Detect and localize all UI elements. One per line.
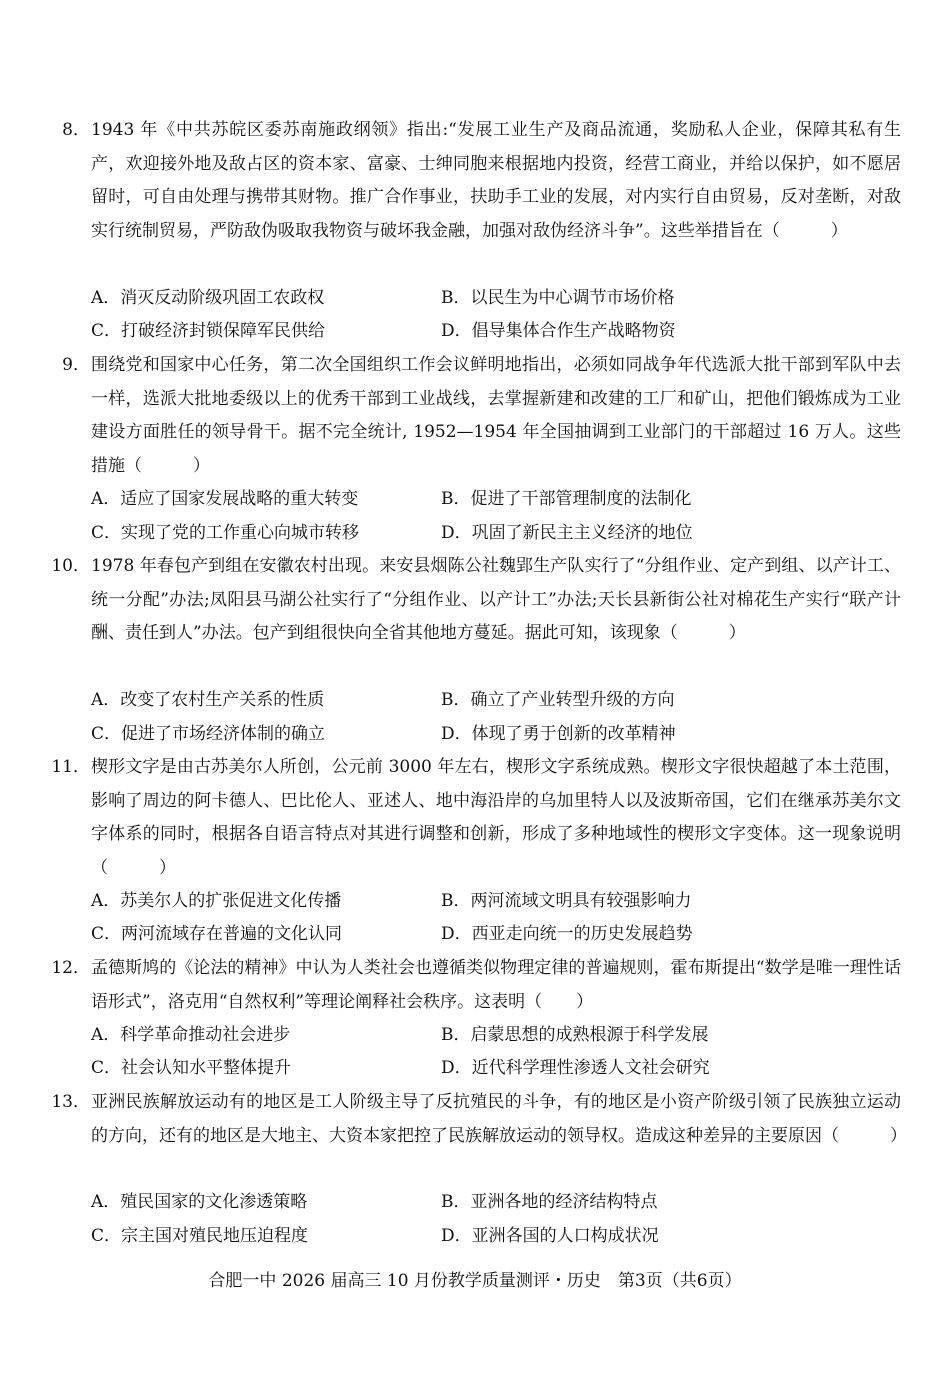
option-a: A．殖民国家的文化渗透策略	[91, 1192, 308, 1212]
option-b: B．促进了干部管理制度的法制化	[441, 489, 692, 509]
option-a: A．适应了国家发展战略的重大转变	[91, 489, 359, 509]
question-stem: 楔形文字是由古苏美尔人所创，公元前 3000 年左右，楔形文字系统成熟。楔形文字很快超越了本土范围，影响了周边的阿卡德人、巴比伦人、亚述人、地中海沿岸的乌加里特人以及波斯帝国，它们在继承苏美尔文字体系的同时，根据各自语言特点对其进行调整和创新，形成了多种地域性的楔形文字变体。这一现象说明（ ）	[91, 757, 901, 878]
option-b: B．以民生为中心调节市场价格	[441, 288, 675, 308]
question-number: 8．	[62, 120, 90, 140]
option-b: B．确立了产业转型升级的方向	[441, 690, 675, 710]
option-b: B．启蒙思想的成熟根源于科学发展	[441, 1025, 709, 1045]
option-c: C．打破经济封锁保障军民供给	[91, 321, 326, 341]
option-a: A．苏美尔人的扩张促进文化传播	[91, 891, 342, 911]
option-b: B．亚洲各地的经济结构特点	[441, 1192, 658, 1212]
question-number: 10．	[51, 556, 90, 576]
question-stem: 围绕党和国家中心任务，第二次全国组织工作会议鲜明地指出，必须如同战争年代选派大批干部到军队中去一样，选派大批地委级以上的优秀干部到工业战线，去掌握新建和改建的工厂和矿山，把他们锻炼成为工业建设方面胜任的领导骨干。据不完全统计, 1952—1954 年全国抽调到工业部门的干部超过 16 万人。这些措施（ ）	[91, 355, 901, 476]
option-a: A．科学革命推动社会进步	[91, 1025, 291, 1045]
option-d: D．近代科学理性渗透人文社会研究	[441, 1058, 710, 1078]
option-c: C．宗主国对殖民地压迫程度	[91, 1226, 309, 1246]
option-b: B．两河流域文明具有较强影响力	[441, 891, 692, 911]
question-stem: 1978 年春包产到组在安徽农村出现。来安县烟陈公社魏郢生产队实行了“分组作业、定产到组、以产计工、统一分配”办法;凤阳县马湖公社实行了“分组作业、以产计工”办法;天长县新街公社对棉花生产实行“联产计酬、责任到人”办法。包产到组很快向全省其他地方蔓延。据此可知，该现象（ ）	[91, 556, 901, 643]
option-a: A．消灭反动阶级巩固工农政权	[91, 288, 325, 308]
option-c: C．实现了党的工作重心向城市转移	[91, 523, 360, 543]
question-number: 11．	[51, 757, 90, 777]
question-stem: 亚洲民族解放运动有的地区是工人阶级主导了反抗殖民的斗争，有的地区是小资产阶级引领了民族独立运动的方向，还有的地区是大地主、大资本家把控了民族解放运动的领导权。造成这种差异的主要原因（ ）	[91, 1092, 907, 1146]
option-c: C．两河流域存在普遍的文化认同	[91, 924, 343, 944]
question-number: 13．	[51, 1092, 90, 1112]
page-footer: 合肥一中 2026 届高三 10 月份教学质量测评・历史 第3页（共6页）	[208, 1271, 742, 1291]
option-c: C．促进了市场经济体制的确立	[91, 724, 326, 744]
question-number: 12．	[51, 958, 90, 978]
option-d: D．倡导集体合作生产战略物资	[441, 321, 676, 341]
question-stem: 孟德斯鸠的《论法的精神》中认为人类社会也遵循类似物理定律的普遍规则，霍布斯提出“数学是唯一理性话语形式”，洛克用“自然权利”等理论阐释社会秩序。这表明（ ）	[91, 958, 901, 1012]
question-number: 9．	[62, 355, 90, 375]
option-d: D．体现了勇于创新的改革精神	[441, 724, 676, 744]
question-stem: 1943 年《中共苏皖区委苏南施政纲领》指出:“发展工业生产及商品流通，奖励私人企业，保障其私有生产，欢迎接外地及敌占区的资本家、富豪、士绅同胞来根据地内投资，经营工商业，并给以保护，如不愿居留时，可自由处理与携带其财物。推广合作事业，扶助手工业的发展，对内实行自由贸易，反对垄断，对敌实行统制贸易，严防敌伪吸取我物资与破坏我金融，加强对敌伪经济斗争”。这些举措旨在（ ）	[91, 120, 901, 241]
option-d: D．巩固了新民主主义经济的地位	[441, 523, 693, 543]
option-d: D．亚洲各国的人口构成状况	[441, 1226, 659, 1246]
option-d: D．西亚走向统一的历史发展趋势	[441, 924, 693, 944]
option-a: A．改变了农村生产关系的性质	[91, 690, 325, 710]
option-c: C．社会认知水平整体提升	[91, 1058, 292, 1078]
